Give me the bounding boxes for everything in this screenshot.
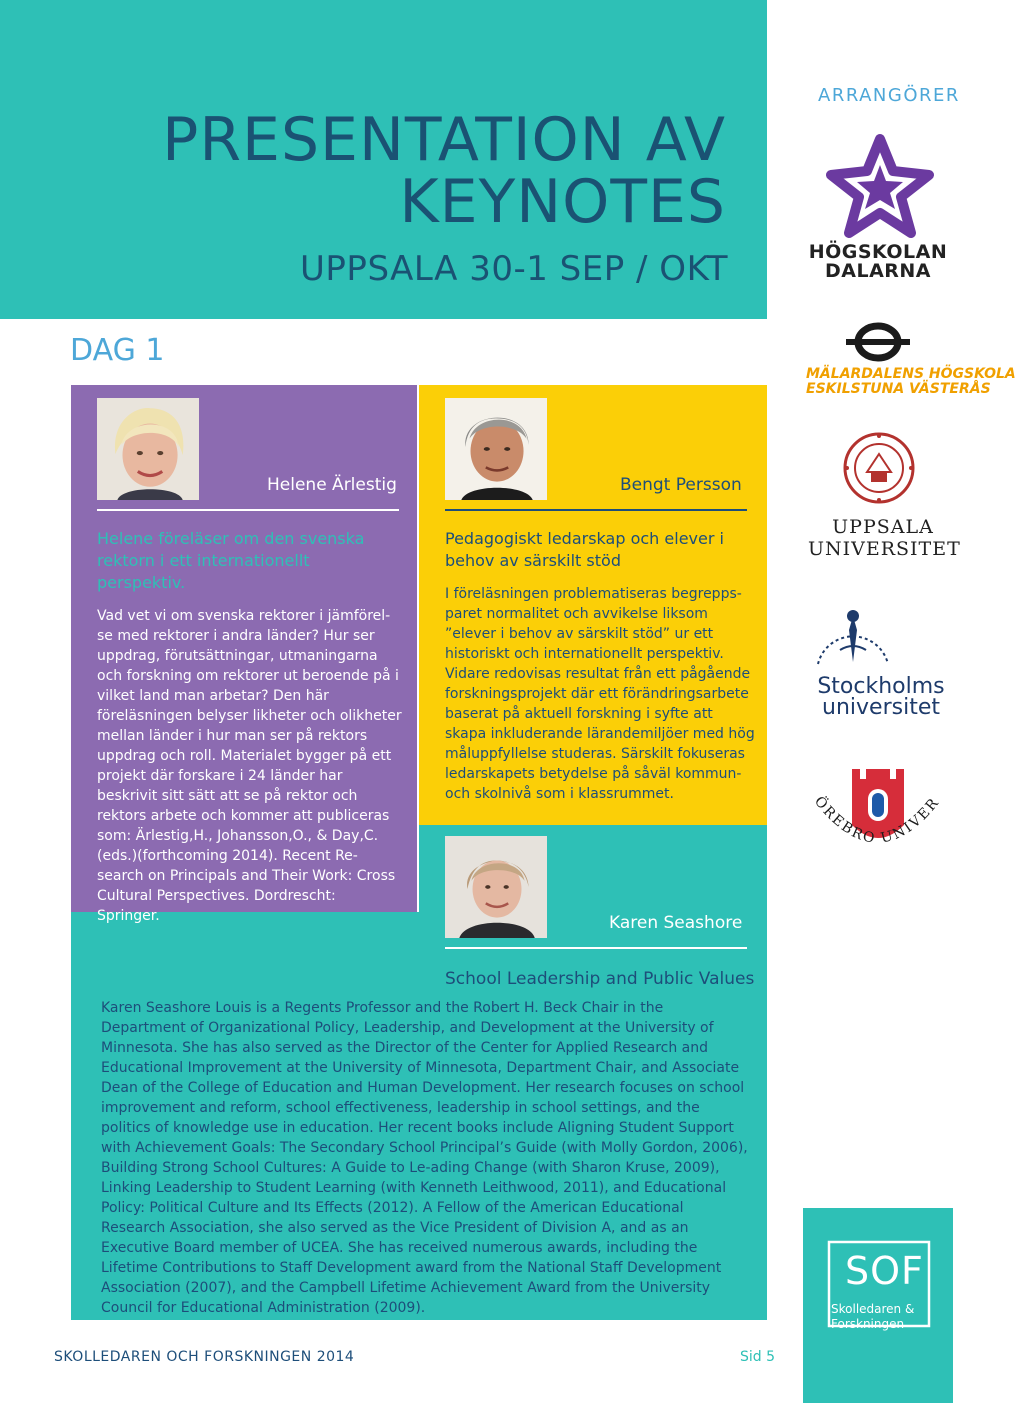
stockholm-name: universitet [822, 695, 940, 720]
organizers-heading: ARRANGÖRER [818, 85, 960, 106]
malardalen-logo-icon [846, 322, 910, 362]
header-banner [0, 0, 767, 319]
page-subtitle: UPPSALA 30-1 SEP / OKT [300, 249, 728, 289]
speaker-body-seashore: Karen Seashore Louis is a Regents Professor and the Robert H. Beck Chair in the Department of Organizational Policy, Leadership, and Development at the University of Minnesota. She has also served as the Director of the Center for Applied Research and Educational Improvement at the University of Minnesota, Department Chair, and Associate Dean of the College of Education and Human Development. Her research focuses on school improvement and reform, school effectiveness, leadership in school settings, and the politics of knowledge use in education. Her recent books include Aligning Student Support with Achievement Goals: The Secondary School Principal’s Guide (with Molly Gordon, 2006), Building Strong School Cultures: A Guide to Le-ading Change (with Sharon Kruse, 2009), Linking Leadership to Student Learning (with Kenneth Leithwood, 2011), and Educational Policy: Political Culture and Its Effects (2012). A Fellow of the American Educational Research Association, she also served as the Vice President of Division A, and as an Executive Board member of UCEA. She has received numerous awards, including the Lifetime Contributions to Staff Development award from the National Staff Development Association (2007), and the Campbell Lifetime Achievement Award from the University Council for Educational Administration (2009). [101, 1000, 748, 1316]
speaker-name-persson: Bengt Persson [620, 475, 742, 495]
uppsala-name: UPPSALA [832, 516, 934, 538]
divider [445, 947, 747, 949]
orebro-name: ÖREBRO UNIVER [810, 793, 943, 847]
hogskolan-dalarna-name: HÖGSKOLAN [808, 241, 948, 263]
malardalen-name: MÄLARDALENS HÖGSKOLA [806, 366, 1016, 382]
day-label: DAG 1 [70, 333, 165, 368]
divider [445, 509, 747, 511]
sof-abbr: SOF [845, 1249, 924, 1293]
speaker-photo-persson [445, 398, 547, 500]
speaker-photo-arlestig [97, 398, 199, 500]
speaker-name-arlestig: Helene Ärlestig [267, 475, 397, 495]
sof-logo [803, 1208, 953, 1403]
footer-publication: SKOLLEDAREN OCH FORSKNINGEN 2014 [54, 1349, 355, 1365]
malardalen-name: ESKILSTUNA VÄSTERÅS [806, 381, 991, 397]
speaker-body-arlestig: Vad vet vi om svenska rektorer i jämförel-se med rektorer i andra länder? Hur ser uppdrag, förutsättningar, utmaningarna och forskning om rektorer ut beroende på i vilket land man arbetar? Den här föreläsningen belyser likheter och olikheter mellan länder i hur man ser på rektors uppdrag och roll. Materialet bygger på ett projekt där forskare i 24 länder har beskrivit sitt sätt att se på rektor och rektors arbete och kommer att publiceras som: Ärlestig,H., Johansson,O., & Day,C. (eds.)(forthcoming 2014). Recent Re-search on Principals and Their Work: Cross Cultural Perspectives. Dordrescht: Springer. [97, 608, 402, 924]
stockholm-name: Stockholms [817, 674, 945, 699]
divider [97, 509, 399, 511]
speaker-lead-arlestig: Helene föreläser om den svenska rektorn i ett internationellt perspektiv. [97, 529, 365, 592]
page-title-line-1: PRESENTATION AV [162, 105, 726, 175]
uppsala-name: UNIVERSITET [808, 538, 961, 560]
footer-page-number: Sid 5 [740, 1349, 776, 1365]
speaker-lead-seashore: School Leadership and Public Values [445, 969, 755, 989]
speaker-name-seashore: Karen Seashore [609, 913, 743, 933]
speaker-photo-seashore [445, 836, 547, 938]
page-title-line-2: KEYNOTES [399, 167, 726, 237]
sof-line-1: Skolledaren & [831, 1302, 915, 1316]
speaker-body-persson: I föreläsningen problematiseras begrepps-paret normalitet och avvikelse liksom ”elever i behov av särskilt stöd” ur ett historiskt och internationellt perspektiv. Vidare redovisas resultat från ett pågående forskningsprojekt där ett förändringsarbete baserat på aktuell forskning i syfte att skapa inkluderande lärandemiljöer med hög måluppfyllelse studeras. Särskilt fokuseras ledarskapets betydelse på såväl kommun- och skolnivå som i klassrummet. [445, 586, 755, 802]
hogskolan-dalarna-logo-icon [825, 135, 935, 240]
orebro-logo [808, 765, 948, 870]
speaker-lead-persson: Pedagogiskt ledarskap och elever i behov av särskilt stöd [445, 529, 724, 570]
hogskolan-dalarna-name: DALARNA [824, 260, 932, 282]
sof-line-2: Forskningen [831, 1317, 905, 1331]
stockholm-seal-icon [810, 602, 896, 672]
uppsala-seal-icon [843, 432, 915, 504]
